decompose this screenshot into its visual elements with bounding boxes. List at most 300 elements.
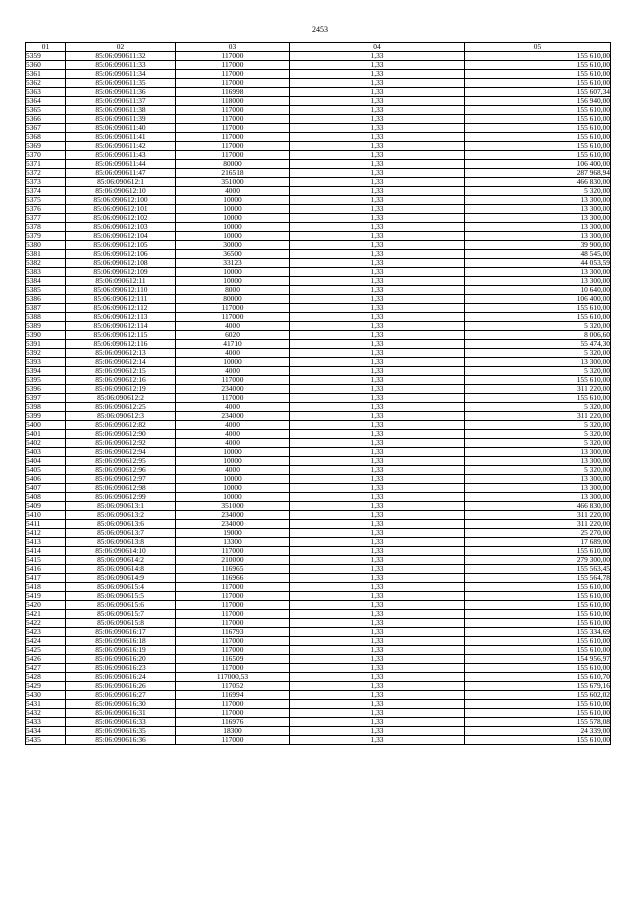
coefficient-cell: 1,33 bbox=[290, 430, 465, 439]
coefficient-cell: 1,33 bbox=[290, 682, 465, 691]
area-cell: 4000 bbox=[176, 322, 290, 331]
table-row bbox=[26, 574, 611, 583]
area-cell: 116965 bbox=[176, 565, 290, 574]
area-cell: 117000 bbox=[176, 664, 290, 673]
row-number-cell: 5394 bbox=[26, 367, 66, 376]
row-number-cell: 5393 bbox=[26, 358, 66, 367]
table-row bbox=[26, 484, 611, 493]
coefficient-cell: 1,33 bbox=[290, 124, 465, 133]
value-cell: 155 610,00 bbox=[465, 736, 611, 745]
cadastral-number-cell: 85:06:090615:5 bbox=[66, 592, 176, 601]
cadastral-number-cell: 85:06:090611:43 bbox=[66, 151, 176, 160]
value-cell: 39 900,00 bbox=[465, 241, 611, 250]
value-cell: 311 220,00 bbox=[465, 385, 611, 394]
table-row bbox=[26, 115, 611, 124]
table-row bbox=[26, 349, 611, 358]
value-cell: 155 610,00 bbox=[465, 619, 611, 628]
coefficient-cell: 1,33 bbox=[290, 727, 465, 736]
coefficient-cell: 1,33 bbox=[290, 232, 465, 241]
cadastral-number-cell: 85:06:090611:40 bbox=[66, 124, 176, 133]
area-cell: 351000 bbox=[176, 502, 290, 511]
table-header bbox=[26, 43, 611, 52]
coefficient-cell: 1,33 bbox=[290, 88, 465, 97]
table-row bbox=[26, 313, 611, 322]
area-cell: 116509 bbox=[176, 655, 290, 664]
row-number-cell: 5379 bbox=[26, 232, 66, 241]
table-row bbox=[26, 403, 611, 412]
coefficient-cell: 1,33 bbox=[290, 214, 465, 223]
table-row bbox=[26, 583, 611, 592]
cadastral-number-cell: 85:06:090611:33 bbox=[66, 61, 176, 70]
area-cell: 216518 bbox=[176, 169, 290, 178]
area-cell: 6020 bbox=[176, 331, 290, 340]
value-cell: 13 300,00 bbox=[465, 457, 611, 466]
table-row bbox=[26, 214, 611, 223]
value-cell: 155 610,00 bbox=[465, 70, 611, 79]
cadastral-number-cell: 85:06:090613:1 bbox=[66, 502, 176, 511]
row-number-cell: 5362 bbox=[26, 79, 66, 88]
row-number-cell: 5423 bbox=[26, 628, 66, 637]
row-number-cell: 5424 bbox=[26, 637, 66, 646]
cadastral-number-cell: 85:06:090616:30 bbox=[66, 700, 176, 709]
table-row bbox=[26, 232, 611, 241]
row-number-cell: 5407 bbox=[26, 484, 66, 493]
coefficient-cell: 1,33 bbox=[290, 187, 465, 196]
value-cell: 44 053,59 bbox=[465, 259, 611, 268]
header-col-01: 01 bbox=[26, 43, 66, 52]
area-cell: 117000 bbox=[176, 592, 290, 601]
area-cell: 117000 bbox=[176, 646, 290, 655]
row-number-cell: 5371 bbox=[26, 160, 66, 169]
cadastral-number-cell: 85:06:090613:6 bbox=[66, 520, 176, 529]
coefficient-cell: 1,33 bbox=[290, 718, 465, 727]
row-number-cell: 5401 bbox=[26, 430, 66, 439]
area-cell: 30000 bbox=[176, 241, 290, 250]
row-number-cell: 5402 bbox=[26, 439, 66, 448]
table-row bbox=[26, 196, 611, 205]
row-number-cell: 5433 bbox=[26, 718, 66, 727]
coefficient-cell: 1,33 bbox=[290, 601, 465, 610]
value-cell: 48 545,00 bbox=[465, 250, 611, 259]
coefficient-cell: 1,33 bbox=[290, 178, 465, 187]
value-cell: 155 610,00 bbox=[465, 376, 611, 385]
cadastral-number-cell: 85:06:090615:8 bbox=[66, 619, 176, 628]
area-cell: 10000 bbox=[176, 196, 290, 205]
cadastral-number-cell: 85:06:090612:14 bbox=[66, 358, 176, 367]
table-row bbox=[26, 124, 611, 133]
table-row bbox=[26, 286, 611, 295]
coefficient-cell: 1,33 bbox=[290, 241, 465, 250]
cadastral-number-cell: 85:06:090612:90 bbox=[66, 430, 176, 439]
value-cell: 5 320,00 bbox=[465, 421, 611, 430]
row-number-cell: 5368 bbox=[26, 133, 66, 142]
value-cell: 155 610,00 bbox=[465, 304, 611, 313]
registry-table bbox=[25, 42, 611, 745]
row-number-cell: 5365 bbox=[26, 106, 66, 115]
row-number-cell: 5415 bbox=[26, 556, 66, 565]
row-number-cell: 5390 bbox=[26, 331, 66, 340]
value-cell: 155 607,34 bbox=[465, 88, 611, 97]
area-cell: 10000 bbox=[176, 484, 290, 493]
coefficient-cell: 1,33 bbox=[290, 169, 465, 178]
value-cell: 13 300,00 bbox=[465, 268, 611, 277]
table-row bbox=[26, 646, 611, 655]
value-cell: 155 610,00 bbox=[465, 601, 611, 610]
table-row bbox=[26, 70, 611, 79]
row-number-cell: 5432 bbox=[26, 709, 66, 718]
row-number-cell: 5435 bbox=[26, 736, 66, 745]
value-cell: 17 689,00 bbox=[465, 538, 611, 547]
table-row bbox=[26, 538, 611, 547]
cadastral-number-cell: 85:06:090612:11 bbox=[66, 277, 176, 286]
row-number-cell: 5416 bbox=[26, 565, 66, 574]
row-number-cell: 5373 bbox=[26, 178, 66, 187]
table-row bbox=[26, 439, 611, 448]
coefficient-cell: 1,33 bbox=[290, 646, 465, 655]
row-number-cell: 5400 bbox=[26, 421, 66, 430]
value-cell: 279 300,00 bbox=[465, 556, 611, 565]
coefficient-cell: 1,33 bbox=[290, 529, 465, 538]
value-cell: 155 679,16 bbox=[465, 682, 611, 691]
value-cell: 155 610,00 bbox=[465, 151, 611, 160]
table-row bbox=[26, 610, 611, 619]
coefficient-cell: 1,33 bbox=[290, 691, 465, 700]
row-number-cell: 5381 bbox=[26, 250, 66, 259]
row-number-cell: 5414 bbox=[26, 547, 66, 556]
coefficient-cell: 1,33 bbox=[290, 295, 465, 304]
cadastral-number-cell: 85:06:090614:8 bbox=[66, 565, 176, 574]
cadastral-number-cell: 85:06:090616:24 bbox=[66, 673, 176, 682]
area-cell: 8000 bbox=[176, 286, 290, 295]
cadastral-number-cell: 85:06:090611:35 bbox=[66, 79, 176, 88]
area-cell: 117000,53 bbox=[176, 673, 290, 682]
table-row bbox=[26, 61, 611, 70]
table-row bbox=[26, 628, 611, 637]
header-col-02: 02 bbox=[66, 43, 176, 52]
table-row bbox=[26, 601, 611, 610]
table-row bbox=[26, 79, 611, 88]
coefficient-cell: 1,33 bbox=[290, 628, 465, 637]
row-number-cell: 5367 bbox=[26, 124, 66, 133]
value-cell: 13 300,00 bbox=[465, 196, 611, 205]
table-row bbox=[26, 133, 611, 142]
table-row bbox=[26, 151, 611, 160]
value-cell: 155 610,00 bbox=[465, 610, 611, 619]
cadastral-number-cell: 85:06:090612:3 bbox=[66, 412, 176, 421]
area-cell: 4000 bbox=[176, 367, 290, 376]
area-cell: 117000 bbox=[176, 700, 290, 709]
cadastral-number-cell: 85:06:090612:110 bbox=[66, 286, 176, 295]
table-row bbox=[26, 691, 611, 700]
coefficient-cell: 1,33 bbox=[290, 412, 465, 421]
area-cell: 117000 bbox=[176, 79, 290, 88]
value-cell: 155 610,00 bbox=[465, 313, 611, 322]
coefficient-cell: 1,33 bbox=[290, 259, 465, 268]
area-cell: 117000 bbox=[176, 736, 290, 745]
value-cell: 466 830,00 bbox=[465, 502, 611, 511]
cadastral-number-cell: 85:06:090611:44 bbox=[66, 160, 176, 169]
cadastral-number-cell: 85:06:090614:10 bbox=[66, 547, 176, 556]
table-row bbox=[26, 412, 611, 421]
area-cell: 210000 bbox=[176, 556, 290, 565]
coefficient-cell: 1,33 bbox=[290, 160, 465, 169]
row-number-cell: 5392 bbox=[26, 349, 66, 358]
value-cell: 155 610,00 bbox=[465, 142, 611, 151]
area-cell: 10000 bbox=[176, 448, 290, 457]
table-row bbox=[26, 637, 611, 646]
value-cell: 13 300,00 bbox=[465, 358, 611, 367]
area-cell: 10000 bbox=[176, 223, 290, 232]
area-cell: 19000 bbox=[176, 529, 290, 538]
area-cell: 10000 bbox=[176, 493, 290, 502]
coefficient-cell: 1,33 bbox=[290, 655, 465, 664]
value-cell: 5 320,00 bbox=[465, 187, 611, 196]
table-row bbox=[26, 718, 611, 727]
coefficient-cell: 1,33 bbox=[290, 376, 465, 385]
table-row bbox=[26, 241, 611, 250]
cadastral-number-cell: 85:06:090612:10 bbox=[66, 187, 176, 196]
coefficient-cell: 1,33 bbox=[290, 565, 465, 574]
coefficient-cell: 1,33 bbox=[290, 70, 465, 79]
value-cell: 25 270,00 bbox=[465, 529, 611, 538]
cadastral-number-cell: 85:06:090616:19 bbox=[66, 646, 176, 655]
cadastral-number-cell: 85:06:090612:95 bbox=[66, 457, 176, 466]
row-number-cell: 5369 bbox=[26, 142, 66, 151]
value-cell: 5 320,00 bbox=[465, 466, 611, 475]
table-row bbox=[26, 340, 611, 349]
coefficient-cell: 1,33 bbox=[290, 511, 465, 520]
row-number-cell: 5360 bbox=[26, 61, 66, 70]
coefficient-cell: 1,33 bbox=[290, 664, 465, 673]
area-cell: 116976 bbox=[176, 718, 290, 727]
row-number-cell: 5386 bbox=[26, 295, 66, 304]
row-number-cell: 5375 bbox=[26, 196, 66, 205]
area-cell: 116793 bbox=[176, 628, 290, 637]
row-number-cell: 5425 bbox=[26, 646, 66, 655]
value-cell: 155 610,00 bbox=[465, 709, 611, 718]
table-row bbox=[26, 520, 611, 529]
table-row bbox=[26, 367, 611, 376]
area-cell: 4000 bbox=[176, 421, 290, 430]
row-number-cell: 5387 bbox=[26, 304, 66, 313]
coefficient-cell: 1,33 bbox=[290, 421, 465, 430]
value-cell: 106 400,00 bbox=[465, 160, 611, 169]
table-row bbox=[26, 358, 611, 367]
coefficient-cell: 1,33 bbox=[290, 403, 465, 412]
cadastral-number-cell: 85:06:090613:2 bbox=[66, 511, 176, 520]
coefficient-cell: 1,33 bbox=[290, 520, 465, 529]
coefficient-cell: 1,33 bbox=[290, 709, 465, 718]
cadastral-number-cell: 85:06:090612:101 bbox=[66, 205, 176, 214]
value-cell: 155 610,00 bbox=[465, 637, 611, 646]
coefficient-cell: 1,33 bbox=[290, 448, 465, 457]
area-cell: 117000 bbox=[176, 547, 290, 556]
coefficient-cell: 1,33 bbox=[290, 556, 465, 565]
row-number-cell: 5364 bbox=[26, 97, 66, 106]
value-cell: 155 602,02 bbox=[465, 691, 611, 700]
value-cell: 311 220,00 bbox=[465, 520, 611, 529]
value-cell: 5 320,00 bbox=[465, 367, 611, 376]
cadastral-number-cell: 85:06:090612:111 bbox=[66, 295, 176, 304]
cadastral-number-cell: 85:06:090613:7 bbox=[66, 529, 176, 538]
header-col-05: 05 bbox=[465, 43, 611, 52]
row-number-cell: 5418 bbox=[26, 583, 66, 592]
coefficient-cell: 1,33 bbox=[290, 574, 465, 583]
table-row bbox=[26, 655, 611, 664]
coefficient-cell: 1,33 bbox=[290, 619, 465, 628]
cadastral-number-cell: 85:06:090611:32 bbox=[66, 52, 176, 61]
value-cell: 311 220,00 bbox=[465, 511, 611, 520]
coefficient-cell: 1,33 bbox=[290, 250, 465, 259]
row-number-cell: 5377 bbox=[26, 214, 66, 223]
cadastral-number-cell: 85:06:090612:108 bbox=[66, 259, 176, 268]
table-row bbox=[26, 736, 611, 745]
table-row bbox=[26, 502, 611, 511]
area-cell: 13300 bbox=[176, 538, 290, 547]
coefficient-cell: 1,33 bbox=[290, 385, 465, 394]
cadastral-number-cell: 85:06:090615:7 bbox=[66, 610, 176, 619]
area-cell: 117000 bbox=[176, 394, 290, 403]
cadastral-number-cell: 85:06:090612:102 bbox=[66, 214, 176, 223]
area-cell: 117000 bbox=[176, 601, 290, 610]
cadastral-number-cell: 85:06:090612:1 bbox=[66, 178, 176, 187]
area-cell: 117000 bbox=[176, 637, 290, 646]
area-cell: 4000 bbox=[176, 439, 290, 448]
table-row bbox=[26, 421, 611, 430]
row-number-cell: 5413 bbox=[26, 538, 66, 547]
value-cell: 13 300,00 bbox=[465, 232, 611, 241]
coefficient-cell: 1,33 bbox=[290, 313, 465, 322]
coefficient-cell: 1,33 bbox=[290, 151, 465, 160]
table-row bbox=[26, 475, 611, 484]
cadastral-number-cell: 85:06:090612:99 bbox=[66, 493, 176, 502]
table-row bbox=[26, 529, 611, 538]
area-cell: 10000 bbox=[176, 277, 290, 286]
value-cell: 13 300,00 bbox=[465, 223, 611, 232]
table-row bbox=[26, 457, 611, 466]
table-row bbox=[26, 565, 611, 574]
table-row bbox=[26, 250, 611, 259]
value-cell: 13 300,00 bbox=[465, 448, 611, 457]
coefficient-cell: 1,33 bbox=[290, 52, 465, 61]
cadastral-number-cell: 85:06:090612:97 bbox=[66, 475, 176, 484]
row-number-cell: 5385 bbox=[26, 286, 66, 295]
coefficient-cell: 1,33 bbox=[290, 133, 465, 142]
coefficient-cell: 1,33 bbox=[290, 97, 465, 106]
row-number-cell: 5406 bbox=[26, 475, 66, 484]
value-cell: 155 610,00 bbox=[465, 124, 611, 133]
value-cell: 155 610,00 bbox=[465, 52, 611, 61]
area-cell: 36500 bbox=[176, 250, 290, 259]
value-cell: 466 830,00 bbox=[465, 178, 611, 187]
cadastral-number-cell: 85:06:090612:116 bbox=[66, 340, 176, 349]
table-row bbox=[26, 556, 611, 565]
coefficient-cell: 1,33 bbox=[290, 277, 465, 286]
value-cell: 155 610,00 bbox=[465, 79, 611, 88]
value-cell: 5 320,00 bbox=[465, 322, 611, 331]
row-number-cell: 5412 bbox=[26, 529, 66, 538]
area-cell: 116966 bbox=[176, 574, 290, 583]
table-row bbox=[26, 88, 611, 97]
cadastral-number-cell: 85:06:090616:23 bbox=[66, 664, 176, 673]
row-number-cell: 5429 bbox=[26, 682, 66, 691]
area-cell: 10000 bbox=[176, 232, 290, 241]
row-number-cell: 5363 bbox=[26, 88, 66, 97]
coefficient-cell: 1,33 bbox=[290, 61, 465, 70]
value-cell: 13 300,00 bbox=[465, 475, 611, 484]
cadastral-number-cell: 85:06:090612:13 bbox=[66, 349, 176, 358]
value-cell: 155 563,45 bbox=[465, 565, 611, 574]
cadastral-number-cell: 85:06:090612:103 bbox=[66, 223, 176, 232]
area-cell: 234000 bbox=[176, 412, 290, 421]
value-cell: 311 220,00 bbox=[465, 412, 611, 421]
cadastral-number-cell: 85:06:090612:114 bbox=[66, 322, 176, 331]
value-cell: 155 578,08 bbox=[465, 718, 611, 727]
table-row bbox=[26, 700, 611, 709]
coefficient-cell: 1,33 bbox=[290, 106, 465, 115]
row-number-cell: 5370 bbox=[26, 151, 66, 160]
cadastral-number-cell: 85:06:090614:2 bbox=[66, 556, 176, 565]
cadastral-number-cell: 85:06:090616:18 bbox=[66, 637, 176, 646]
area-cell: 117000 bbox=[176, 115, 290, 124]
coefficient-cell: 1,33 bbox=[290, 583, 465, 592]
area-cell: 4000 bbox=[176, 466, 290, 475]
coefficient-cell: 1,33 bbox=[290, 484, 465, 493]
cadastral-number-cell: 85:06:090616:20 bbox=[66, 655, 176, 664]
value-cell: 155 610,00 bbox=[465, 583, 611, 592]
table-row bbox=[26, 322, 611, 331]
cadastral-number-cell: 85:06:090612:82 bbox=[66, 421, 176, 430]
area-cell: 41710 bbox=[176, 340, 290, 349]
value-cell: 106 400,00 bbox=[465, 295, 611, 304]
row-number-cell: 5388 bbox=[26, 313, 66, 322]
cadastral-number-cell: 85:06:090611:42 bbox=[66, 142, 176, 151]
row-number-cell: 5427 bbox=[26, 664, 66, 673]
coefficient-cell: 1,33 bbox=[290, 673, 465, 682]
table-row bbox=[26, 142, 611, 151]
table-row bbox=[26, 673, 611, 682]
area-cell: 4000 bbox=[176, 187, 290, 196]
table-row bbox=[26, 97, 611, 106]
table-row bbox=[26, 187, 611, 196]
cadastral-number-cell: 85:06:090612:94 bbox=[66, 448, 176, 457]
value-cell: 155 564,78 bbox=[465, 574, 611, 583]
cadastral-number-cell: 85:06:090612:105 bbox=[66, 241, 176, 250]
coefficient-cell: 1,33 bbox=[290, 637, 465, 646]
value-cell: 8 006,60 bbox=[465, 331, 611, 340]
table-row bbox=[26, 304, 611, 313]
row-number-cell: 5383 bbox=[26, 268, 66, 277]
cadastral-number-cell: 85:06:090612:19 bbox=[66, 385, 176, 394]
area-cell: 117000 bbox=[176, 313, 290, 322]
row-number-cell: 5409 bbox=[26, 502, 66, 511]
table-row bbox=[26, 511, 611, 520]
table-row bbox=[26, 277, 611, 286]
cadastral-number-cell: 85:06:090616:17 bbox=[66, 628, 176, 637]
cadastral-number-cell: 85:06:090614:9 bbox=[66, 574, 176, 583]
coefficient-cell: 1,33 bbox=[290, 493, 465, 502]
area-cell: 4000 bbox=[176, 430, 290, 439]
row-number-cell: 5421 bbox=[26, 610, 66, 619]
value-cell: 5 320,00 bbox=[465, 439, 611, 448]
coefficient-cell: 1,33 bbox=[290, 115, 465, 124]
coefficient-cell: 1,33 bbox=[290, 457, 465, 466]
table-row bbox=[26, 385, 611, 394]
table-row bbox=[26, 727, 611, 736]
row-number-cell: 5397 bbox=[26, 394, 66, 403]
table-row bbox=[26, 592, 611, 601]
value-cell: 5 320,00 bbox=[465, 403, 611, 412]
